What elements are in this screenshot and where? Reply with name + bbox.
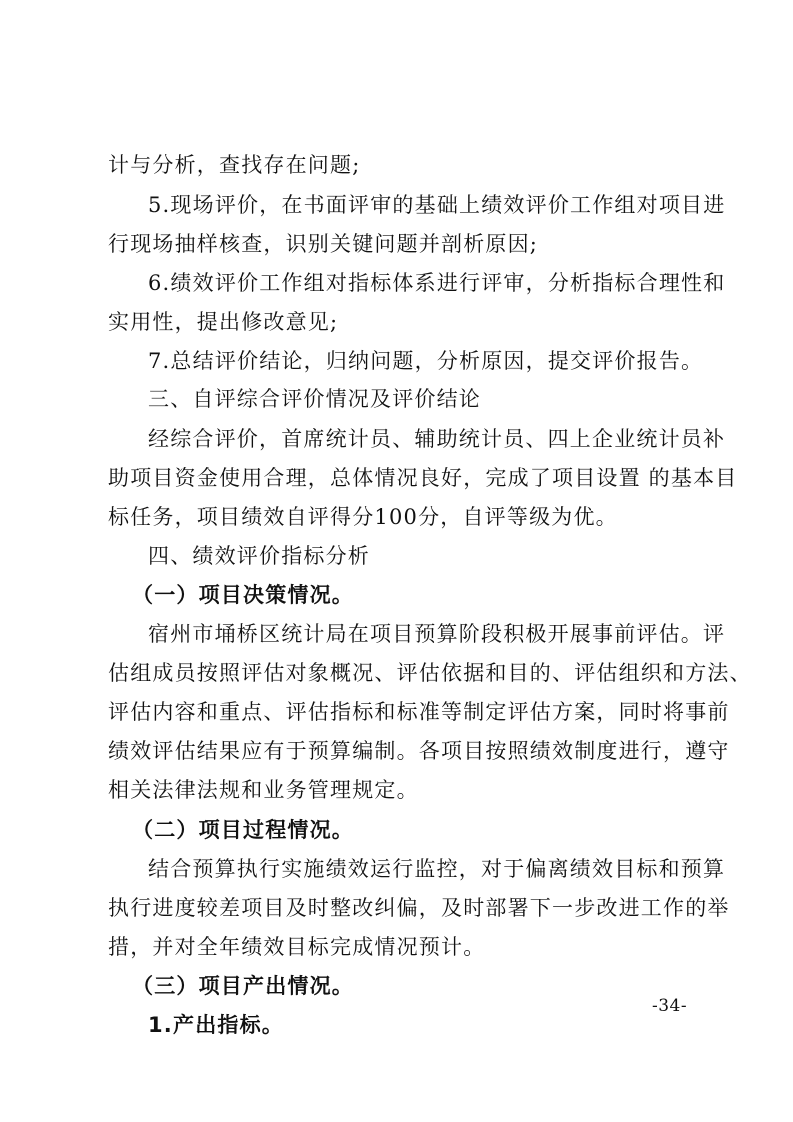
body-line: 计与分析，查找存在问题; xyxy=(108,153,361,177)
body-line: 6.绩效评价工作组对指标体系进行评审，分析指标合理性和 xyxy=(148,271,726,295)
body-line: 绩效评估结果应有于预算编制。各项目按照绩效制度进行，遵守 xyxy=(108,739,730,763)
section-heading: 四、绩效评价指标分析 xyxy=(148,544,370,568)
subsection-heading: （三）项目产出情况。 xyxy=(132,974,354,998)
body-line: 助项目资金使用合理，总体情况良好，完成了项目设置 的基本目 xyxy=(108,466,738,490)
body-line: 标任务，项目绩效自评得分100分，自评等级为优。 xyxy=(108,505,618,529)
body-line: 行现场抽样核查，识别关键问题并剖析原因; xyxy=(108,232,539,256)
section-heading: 三、自评综合评价情况及评价结论 xyxy=(148,387,481,411)
subsection-heading: （一）项目决策情况。 xyxy=(132,583,354,607)
body-line: 评估内容和重点、评估指标和标准等制定评估方案，同时将事前 xyxy=(108,700,730,724)
body-line: 执行进度较差项目及时整改纠偏，及时部署下一步改进工作的举 xyxy=(108,896,730,920)
body-line: 估组成员按照评估对象概况、评估依据和目的、评估组织和方法、 xyxy=(108,661,752,685)
subsection-heading: （二）项目过程情况。 xyxy=(132,818,354,842)
body-line: 5.现场评价，在书面评审的基础上绩效评价工作组对项目进 xyxy=(148,193,726,217)
body-line: 结合预算执行实施绩效运行监控，对于偏离绩效目标和预算 xyxy=(148,857,726,881)
body-line: 经综合评价，首席统计员、辅助统计员、四上企业统计员补 xyxy=(148,427,726,451)
body-line: 7.总结评价结论，归纳问题，分析原因，提交评价报告。 xyxy=(148,349,704,373)
subsection-heading: 1.产出指标。 xyxy=(148,1013,284,1037)
body-line: 实用性，提出修改意见; xyxy=(108,310,339,334)
body-line: 相关法律法规和业务管理规定。 xyxy=(108,778,419,802)
body-line: 宿州市埇桥区统计局在项目预算阶段积极开展事前评估。评 xyxy=(148,622,726,646)
body-line: 措，并对全年绩效目标完成情况预计。 xyxy=(108,935,486,959)
page-number: -34- xyxy=(652,996,688,1016)
